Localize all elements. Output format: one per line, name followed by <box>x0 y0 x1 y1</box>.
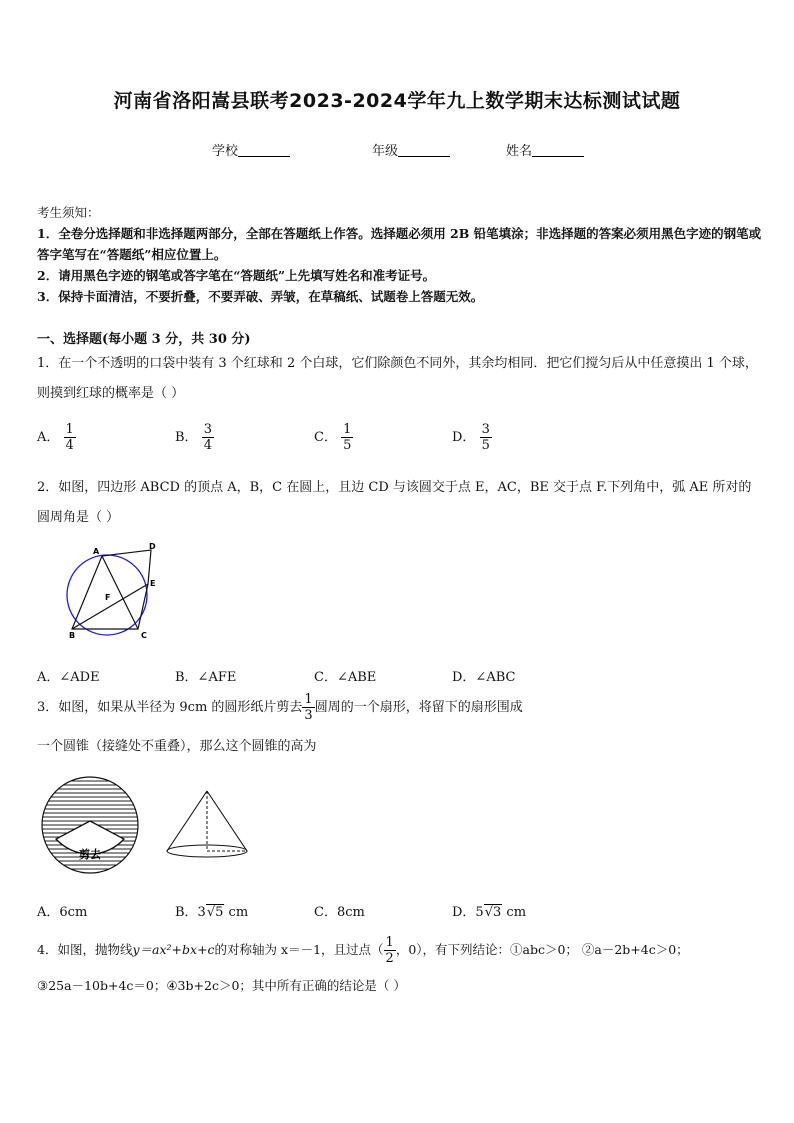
grade-label: 年级 <box>372 144 399 159</box>
q1-option-a[interactable] <box>37 422 76 453</box>
section-heading: 一、选择题(每小题 3 分，共 30 分) <box>37 332 251 347</box>
q1-option-c-fraction <box>341 422 353 453</box>
question-2-stem: 2．如图，四边形 ABCD 的顶点 A，B，C 在圆上，且边 CD 与该圆交于点 E，AC，BE 交于点 F.下列角中，弧 AE 所对的圆周角是（ ） <box>37 480 752 525</box>
q4-fraction <box>384 935 396 966</box>
q1-b-den: 4 <box>203 438 212 453</box>
q4-frac-den: 2 <box>385 951 394 966</box>
q2-option-d[interactable]: D．∠ABC <box>452 670 516 685</box>
q4-line1-c: ，0），有下列结论：①abc＞0； ②a－2b+4c＞0； <box>395 942 689 957</box>
q1-option-b-label: B． <box>175 430 198 445</box>
question-3-stem-line2: 一个圆锥（接缝处不重叠），那么这个圆锥的高为 <box>37 739 317 754</box>
q1-a-den: 4 <box>65 438 74 453</box>
notice-heading: 考生须知： <box>37 205 100 220</box>
q3-option-d-radical: √3 <box>484 905 502 920</box>
q3-frac-den: 3 <box>304 708 313 723</box>
q1-option-d-fraction <box>480 422 492 453</box>
q2-label-c: C <box>141 631 147 640</box>
q2-label-f: F <box>105 593 111 602</box>
q1-option-b-fraction <box>202 422 214 453</box>
q1-option-c-label: C． <box>314 430 337 445</box>
q1-option-b[interactable] <box>175 422 214 453</box>
school-field[interactable] <box>212 140 290 159</box>
q1-option-d-label: D． <box>452 430 476 445</box>
q1-option-c[interactable] <box>314 422 353 453</box>
q3-cone <box>167 791 247 857</box>
q3-option-b[interactable] <box>175 901 248 920</box>
q2-label-a: A <box>93 547 100 556</box>
q3-stem-part1: 3．如图，如果从半径为 9cm 的圆形纸片剪去 <box>37 700 303 715</box>
q1-b-num: 3 <box>203 422 212 437</box>
q1-option-a-fraction <box>64 422 76 453</box>
page-title: 河南省洛阳嵩县联考2023-2024学年九上数学期末达标测试试题 <box>113 90 681 112</box>
q3-option-a[interactable]: A．6cm <box>37 905 88 920</box>
q2-option-c[interactable]: C．∠ABE <box>314 670 377 685</box>
q2-label-e: E <box>150 579 156 588</box>
question-1-stem: 1．在一个不透明的口袋中装有 3 个红球和 2 个白球，它们除颜色不同外，其余均相同．把它们搅匀后从中任意摸出 1 个球，则摸到红球的概率是（ ） <box>37 356 758 401</box>
name-label: 姓名 <box>506 144 533 159</box>
q1-c-den: 5 <box>343 438 352 453</box>
name-field[interactable] <box>506 140 584 159</box>
notice-item-2: 2．请用黑色字迹的钢笔或答字笔在“答题纸”上先填写姓名和准考证号。 <box>37 268 436 283</box>
q2-label-b: B <box>69 631 76 640</box>
q3-option-d-unit: cm <box>506 905 527 920</box>
q4-line1-a: 4．如图，抛物线 <box>37 942 133 957</box>
school-label: 学校 <box>212 144 239 159</box>
name-blank[interactable] <box>532 142 584 157</box>
question-4-line2: ③25a－10b+4c＝0；④3b+2c＞0；其中所有正确的结论是（ ） <box>37 978 406 993</box>
notice-block <box>37 202 762 307</box>
q3-option-b-unit: cm <box>228 905 249 920</box>
q3-option-b-radicand: 5 <box>215 905 224 920</box>
q3-option-c[interactable]: C．8cm <box>314 905 365 920</box>
q3-option-d[interactable] <box>452 901 526 920</box>
q3-option-d-radicand: 3 <box>493 905 502 920</box>
q3-stem-part2: 圆周的一个扇形，将留下的扇形围成 <box>314 700 523 715</box>
q2-option-a[interactable]: A．∠ADE <box>37 670 100 685</box>
notice-item-1: 1．全卷分选择题和非选择题两部分，全部在答题纸上作答。选择题必须用 2B 铅笔填涂；非选择题的答案必须用黑色字迹的钢笔或答字笔写在“答题纸”相应位置上。 <box>37 226 762 262</box>
q3-fraction <box>302 692 314 723</box>
q1-c-num: 1 <box>343 422 352 437</box>
q3-frac-num: 1 <box>304 692 313 707</box>
q1-d-den: 5 <box>481 438 490 453</box>
q4-equation: y＝ax²+bx+c <box>132 942 215 957</box>
q1-a-num: 1 <box>65 422 74 437</box>
q3-option-d-prefix: D．5 <box>452 905 484 920</box>
q1-d-num: 3 <box>481 422 490 437</box>
q4-line1-b: 的对称轴为 x＝－1，且过点（ <box>214 942 384 957</box>
q2-label-d: D <box>149 542 156 551</box>
q3-cutout-figure <box>40 773 250 879</box>
question-3-stem <box>37 690 759 726</box>
q2-circle-figure <box>60 540 170 644</box>
q3-cut-label: 剪去 <box>79 848 101 861</box>
notice-item-3: 3．保持卡面清洁，不要折叠，不要弄破、弄皱，在草稿纸、试题卷上答题无效。 <box>37 289 484 304</box>
q1-option-a-label: A． <box>37 430 60 445</box>
q3-option-b-radical: √5 <box>206 905 224 920</box>
q4-frac-num: 1 <box>385 935 394 950</box>
q1-option-d[interactable] <box>452 422 492 453</box>
grade-field[interactable] <box>372 140 450 159</box>
school-blank[interactable] <box>238 142 290 157</box>
grade-blank[interactable] <box>398 142 450 157</box>
question-4-line1 <box>37 933 759 967</box>
q2-option-b[interactable]: B．∠AFE <box>175 670 237 685</box>
q3-option-b-prefix: B．3 <box>175 905 206 920</box>
